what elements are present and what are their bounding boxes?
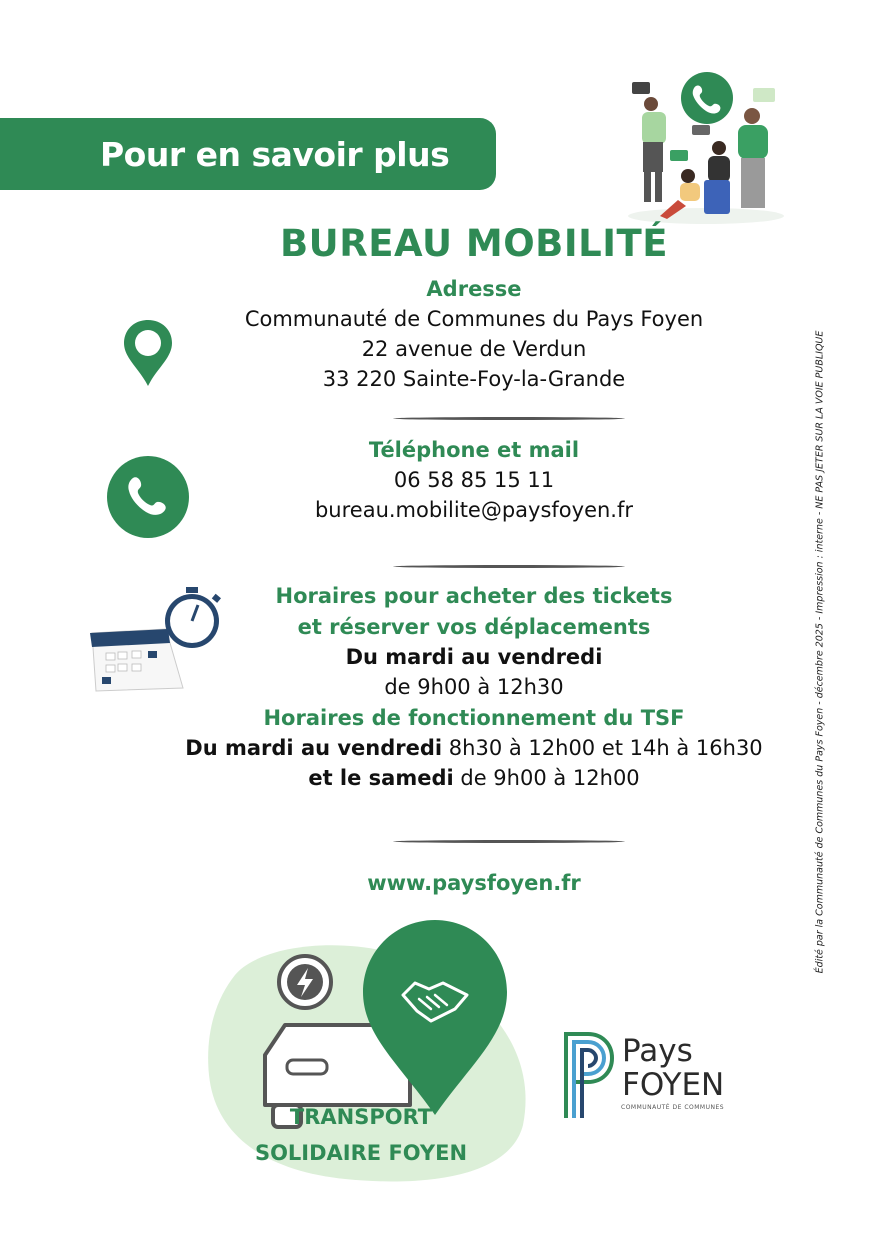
tickets-days: Du mardi au vendredi bbox=[345, 645, 603, 669]
tsf-days-1: Du mardi au vendredi bbox=[185, 736, 443, 760]
pays-foyen-subtitle: COMMUNAUTÉ DE COMMUNES bbox=[621, 1104, 725, 1111]
divider bbox=[393, 417, 625, 420]
website-link[interactable]: www.paysfoyen.fr bbox=[367, 871, 581, 895]
email-address: bureau.mobilite@paysfoyen.fr bbox=[314, 498, 634, 522]
address-line-1: Communauté de Communes du Pays Foyen bbox=[244, 307, 704, 331]
address-line-2: 22 avenue de Verdun bbox=[361, 337, 587, 361]
tickets-heading-1: Horaires pour acheter des tickets bbox=[275, 584, 673, 608]
tickets-heading-2: et réserver vos déplacements bbox=[297, 615, 651, 639]
people-phone-illustration bbox=[620, 70, 790, 230]
tsf-time-2: de 9h00 à 12h00 bbox=[453, 766, 640, 790]
divider bbox=[393, 565, 625, 568]
tsf-days-2: et le samedi bbox=[308, 766, 454, 790]
header-banner bbox=[0, 118, 496, 190]
pays-foyen-line-1: Pays bbox=[622, 1033, 693, 1069]
pays-foyen-name bbox=[622, 1034, 724, 1102]
phone-number: 06 58 85 15 11 bbox=[393, 468, 555, 492]
tsf-heading: Horaires de fonctionnement du TSF bbox=[263, 706, 685, 730]
contact-heading: Téléphone et mail bbox=[368, 438, 580, 462]
address-heading: Adresse bbox=[426, 277, 522, 301]
pays-foyen-line-2: FOYEN bbox=[622, 1067, 725, 1103]
tsf-schedule-1 bbox=[150, 736, 798, 760]
page-title: BUREAU MOBILITÉ bbox=[279, 222, 669, 265]
tsf-time-1: 8h30 à 12h00 et 14h à 16h30 bbox=[442, 736, 763, 760]
tsf-logo-line-2: SOLIDAIRE FOYEN bbox=[254, 1141, 468, 1165]
tickets-time: de 9h00 à 12h30 bbox=[384, 675, 564, 699]
divider bbox=[393, 840, 625, 843]
address-line-3: 33 220 Sainte-Foy-la-Grande bbox=[322, 367, 626, 391]
banner-title: Pour en savoir plus bbox=[100, 135, 450, 174]
side-note: Édité par la Communauté de Communes du Pays Foyen - décembre 2025 - Impression : interne - NE PAS JETER SUR LA VOIE PUBLIQUE bbox=[814, 330, 826, 974]
tsf-schedule-2 bbox=[150, 766, 798, 790]
tsf-logo-line-1: TRANSPORT bbox=[289, 1105, 433, 1129]
pays-foyen-logo-mark bbox=[562, 1028, 616, 1120]
